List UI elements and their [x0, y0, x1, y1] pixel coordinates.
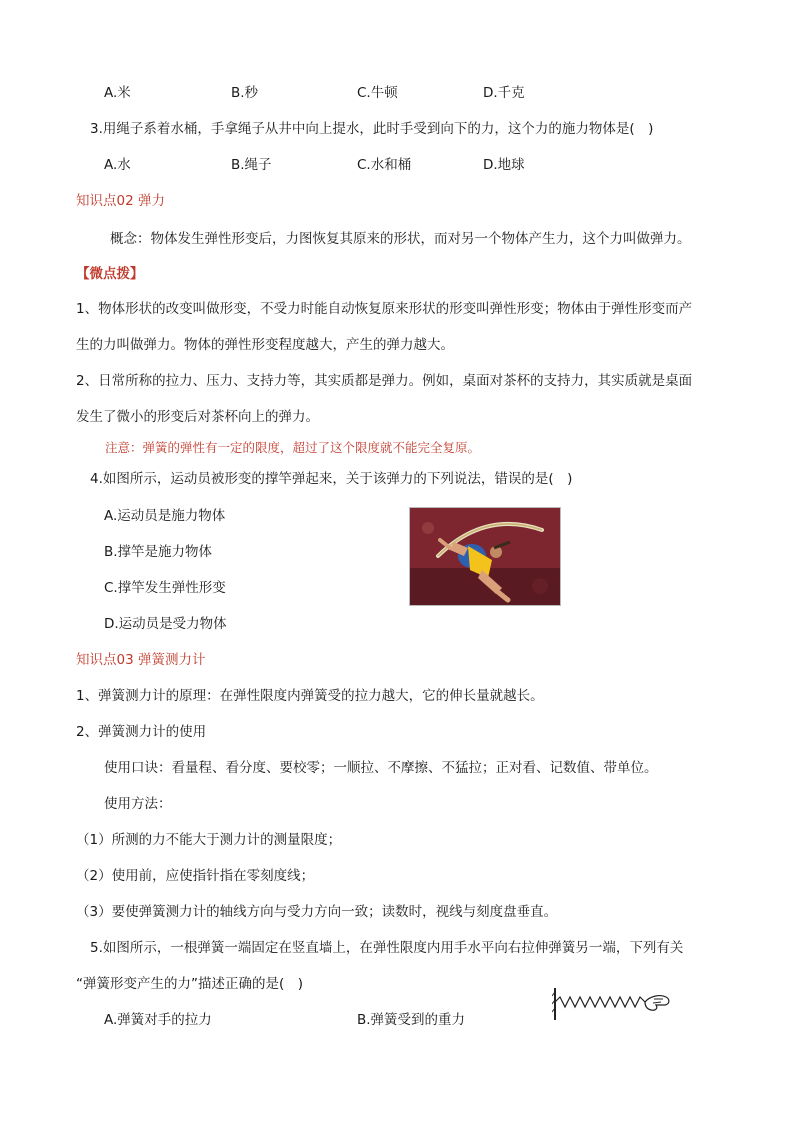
- kp3-p1: 1、弹簧测力计的原理：在弹性限度内弹簧受的拉力越大，它的伸长量就越长。: [76, 688, 544, 704]
- q2-option-b: B.秒: [231, 85, 259, 101]
- q3-option-c: C.水和桶: [357, 157, 412, 173]
- kp2-tip-title: 【微点拨】: [76, 266, 144, 282]
- q3-option-b: B.绳子: [231, 157, 272, 173]
- spring-coil: [555, 997, 645, 1007]
- kp3-mnemonic: 使用口诀：看量程、看分度、要校零；一顺拉、不摩擦、不猛拉；正对看、记数值、带单位。: [104, 760, 658, 776]
- q5-option-a: A.弹簧对手的拉力: [104, 1012, 212, 1028]
- q2-option-c: C.牛顿: [357, 85, 398, 101]
- pole-vaulter-illustration: [410, 508, 560, 605]
- kp3-method-1: （1）所测的力不能大于测力计的测量限度；: [76, 832, 342, 848]
- q4-option-c: C.撑竿发生弹性形变: [104, 580, 226, 596]
- kp2-title: 知识点02 弹力: [76, 193, 165, 209]
- q4-option-a: A.运动员是施力物体: [104, 508, 226, 524]
- q3-stem: 3.用绳子系着水桶，手拿绳子从井中向上提水，此时手受到向下的力，这个力的施力物体是( ): [90, 121, 654, 137]
- spring-diagram: [552, 986, 674, 1022]
- kp3-method-2: （2）使用前，应使指针指在零刻度线；: [76, 868, 315, 884]
- pole-vault-photo: [409, 507, 561, 606]
- q2-option-a: A.米: [104, 85, 131, 101]
- kp2-p2-line2: 发生了微小的形变后对茶杯向上的弹力。: [76, 409, 319, 425]
- kp2-p2-line1: 2、日常所称的拉力、压力、支持力等，其实质都是弹力。例如，桌面对茶杯的支持力，其实质就是桌面: [76, 373, 693, 389]
- q5-option-b: B.弹簧受到的重力: [357, 1012, 466, 1028]
- kp2-p1-line1: 1、物体形状的改变叫做形变，不受力时能自动恢复原来形状的形变叫弹性形变；物体由于弹性形变而产: [76, 301, 693, 317]
- q4-option-b: B.撑竿是施力物体: [104, 544, 213, 560]
- q4-option-d: D.运动员是受力物体: [104, 616, 227, 632]
- kp2-note: 注意：弹簧的弹性有一定的限度，超过了这个限度就不能完全复原。: [105, 440, 481, 455]
- kp3-method-3: （3）要使弹簧测力计的轴线方向与受力方向一致；读数时，视线与刻度盘垂直。: [76, 904, 558, 920]
- q2-option-d: D.千克: [483, 85, 525, 101]
- kp2-concept: 概念：物体发生弹性形变后，力图恢复其原来的形状，而对另一个物体产生力，这个力叫做弹力。: [110, 231, 691, 247]
- q5-stem-line1: 5.如图所示，一根弹簧一端固定在竖直墙上，在弹性限度内用手水平向右拉伸弹簧另一端，下列有关: [90, 940, 684, 956]
- q3-option-d: D.地球: [483, 157, 525, 173]
- kp3-p2: 2、弹簧测力计的使用: [76, 724, 207, 740]
- kp3-title: 知识点03 弹簧测力计: [76, 652, 206, 668]
- kp3-method-title: 使用方法：: [104, 796, 172, 812]
- q3-option-a: A.水: [104, 157, 131, 173]
- q4-stem: 4.如图所示，运动员被形变的撑竿弹起来，关于该弹力的下列说法，错误的是( ): [90, 471, 573, 487]
- q5-stem-line2: “弹簧形变产生的力”描述正确的是( ): [76, 976, 304, 992]
- kp2-p1-line2: 生的力叫做弹力。物体的弹性形变程度越大，产生的弹力越大。: [76, 337, 454, 353]
- hand-icon: [645, 996, 669, 1011]
